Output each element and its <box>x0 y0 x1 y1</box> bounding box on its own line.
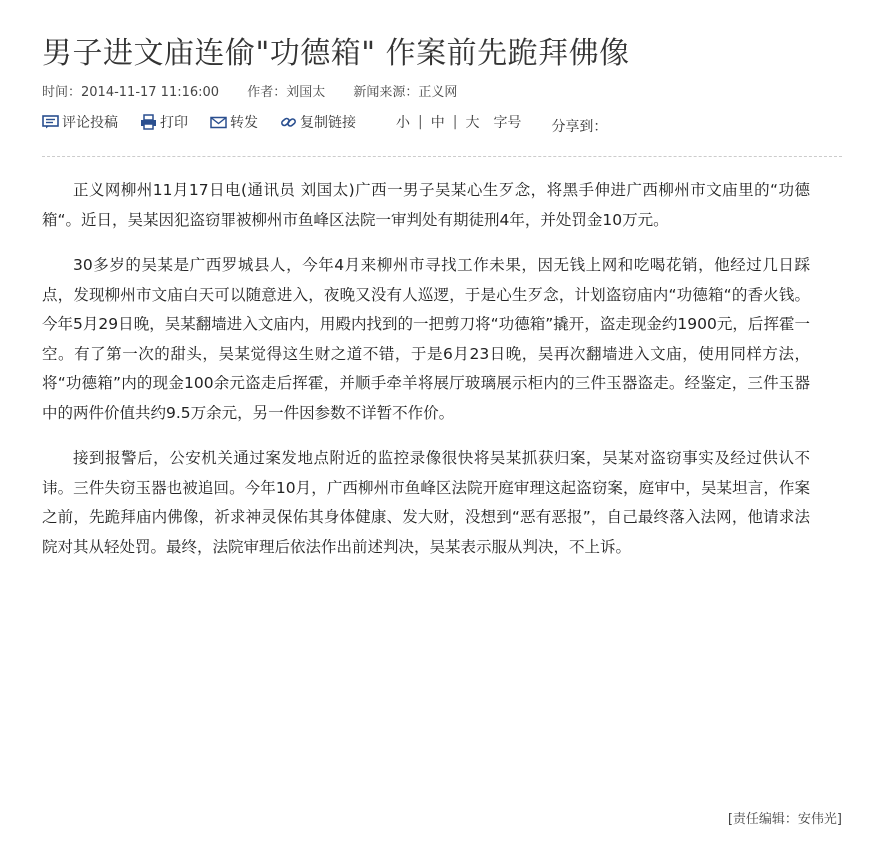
forward-label: 转发 <box>230 115 258 131</box>
article-toolbar <box>42 112 608 135</box>
forward-button[interactable] <box>210 112 258 132</box>
font-size-medium[interactable]: 中 <box>430 115 445 131</box>
copy-link-button[interactable] <box>280 112 356 132</box>
paragraph: 正义网柳州11月17日电(通讯员 刘国太)广西一男子吴某心生歹念，将黑手伸进广西柳州市文庙里的“功德箱“。近日，吴某因犯盗窃罪被柳州市鱼峰区法院一审判处有期徒刑4年，并处罚金10万元。 <box>42 181 810 229</box>
link-icon <box>280 114 297 130</box>
divider <box>42 156 842 157</box>
separator: | <box>452 114 458 130</box>
author: 作者：刘国太 <box>247 85 326 100</box>
separator: | <box>418 114 423 130</box>
font-size-small[interactable]: 小 <box>396 115 410 131</box>
font-size-label: 字号 <box>493 115 522 131</box>
print-label: 打印 <box>160 115 188 131</box>
copy-link-label: 复制链接 <box>300 115 356 131</box>
publish-time: 时间：2014-11-17 11:16:00 <box>42 85 220 100</box>
responsible-editor: [责任编辑：安伟光] <box>727 812 842 827</box>
article-title: 男子进文庙连偷"功德箱" 作案前先跪拜佛像 <box>42 36 630 71</box>
paragraph: 30多岁的吴某是广西罗城县人，今年4月来柳州市寻找工作未果，因无钱上网和吃喝花销，他经过几日踩点，发现柳州市文庙白天可以随意进入，夜晚又没有人巡逻，于是心生歹念，计划盗窃庙内“功德箱“的香火钱。今年5月29日晚，吴某翻墙进入文庙内，用殿内找到的一把剪刀将“功德箱”撬开，盗走现金约1900元，后挥霍一空。有了第一次的甜头，吴某觉得这生财之道不错，于是6月23日晚，吴再次翻墙进入文庙，使用同样方法，将“功德箱”内的现金100余元盗走后挥霍，并顺手牵羊将展厅玻璃展示柜内的三件玉器盗走。经鉴定，三件玉器中的两件价值共约9.5万余元，另一件因参数不详暂不作价。 <box>42 256 810 422</box>
share-label: 分享到： <box>551 119 608 135</box>
paragraph: 接到报警后，公安机关通过案发地点附近的监控录像很快将吴某抓获归案，吴某对盗窃事实及经过供认不讳。三件失窃玉器也被追回。今年10月，广西柳州市鱼峰区法院开庭审理这起盗窃案，庭审中，吴某坦言，作案之前，先跪拜庙内佛像，祈求神灵保佑其身体健康、发大财，没想到“恶有恶报”，自己最终落入法网，他请求法院对其从轻处罚。最终，法院审理后依法作出前述判决，吴某表示服从判决，不上诉。 <box>42 449 810 556</box>
article-body <box>42 176 810 578</box>
printer-icon <box>140 114 157 130</box>
article-meta <box>42 81 481 100</box>
comment-label: 评论投稿 <box>62 115 118 131</box>
font-size-switcher <box>388 112 521 132</box>
print-button[interactable] <box>140 112 188 132</box>
font-size-large[interactable]: 大 <box>465 115 480 131</box>
comment-icon <box>42 115 59 129</box>
comment-button[interactable] <box>42 112 118 132</box>
news-source: 新闻来源：正义网 <box>353 85 458 100</box>
envelope-icon <box>210 116 227 129</box>
article-page <box>42 0 842 843</box>
